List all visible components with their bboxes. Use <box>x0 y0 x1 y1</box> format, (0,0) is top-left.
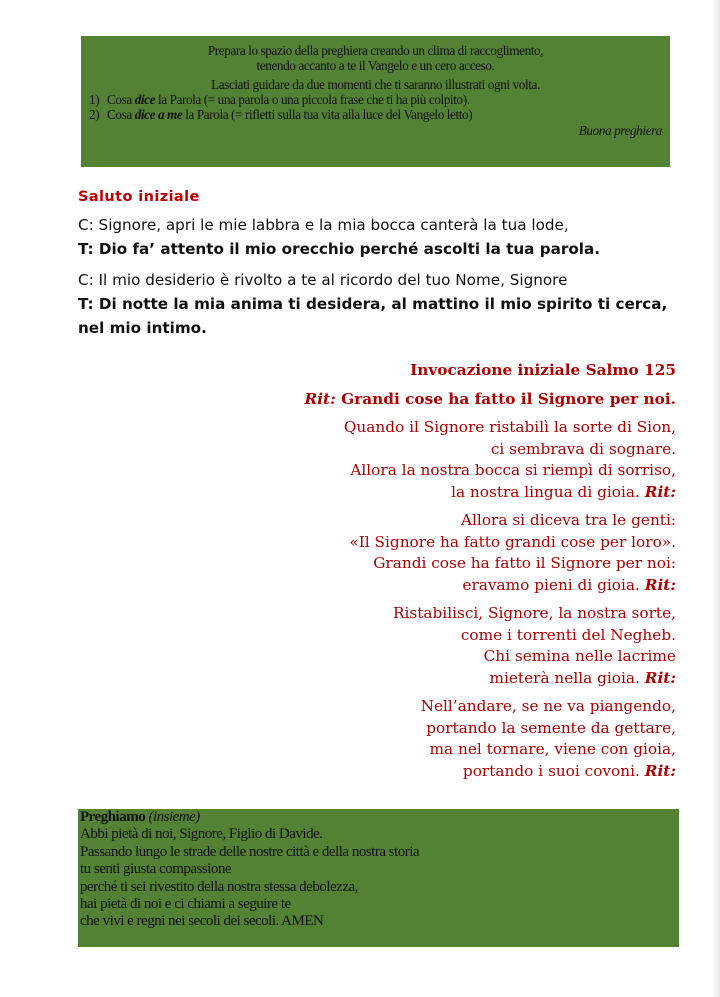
prayer-line: perché ti sei rivestito della nostra stessa debolezza, <box>80 878 358 895</box>
psalm-stanza: Nell’andare, se ne va piangendo, portando la semente da gettare, ma nel tornare, viene con gioia, portando i suoi covoni. Rit: <box>420 697 676 780</box>
dialogue-line: T: Di notte la mia anima ti desidera, al mattino il mio spirito ti cerca, <box>78 295 668 313</box>
intro-list-item: 1) Cosa dice la Parola (= una parola o una piccola frase che ti ha più colpito). <box>89 92 470 107</box>
intro-line: tenendo accanto a te il Vangelo e un cero acceso. <box>256 58 495 73</box>
intro-list-item: 2) Cosa dice a me la Parola (= rifletti sulla tua vita alla luce del Vangelo letto) <box>89 107 473 122</box>
intro-line: Lasciati guidare da due momenti che ti saranno illustrati ogni volta. <box>211 77 540 92</box>
prayer-line: hai pietà di noi e ci chiami a seguire te <box>80 896 291 913</box>
psalm-stanza: Quando il Signore ristabilì la sorte di Sion, ci sembrava di sognare. Allora la nostra bocca si riempì di sorriso, la nostra lingua di gioia. Rit: <box>343 418 676 501</box>
prayer-line: tu senti giusta compassione <box>80 861 232 878</box>
psalm-refrain: Rit: Grandi cose ha fatto il Signore per noi. <box>304 389 676 408</box>
prayer-line: che vivi e regni nei secoli dei secoli. AMEN <box>80 913 324 930</box>
intro-box <box>81 36 670 167</box>
intro-line: Prepara lo spazio della preghiera creando un clima di raccoglimento, <box>207 43 544 58</box>
psalm-section <box>176 360 676 782</box>
dialogue-line: nel mio intimo. <box>78 319 207 337</box>
prayer-line: Abbi pietà di noi, Signore, Figlio di Davide. <box>80 826 323 843</box>
intro-list <box>89 92 662 122</box>
page-edge-shadow <box>712 0 720 997</box>
prayer-title: Preghiamo (insieme) <box>80 809 200 825</box>
dialogue-line: C: Il mio desiderio è rivolto a te al ricordo del tuo Nome, Signore <box>78 271 568 289</box>
prayer-line: Passando lungo le strade delle nostre città e della nostra storia <box>80 843 420 860</box>
intro-closing: Buona preghiera <box>578 123 662 138</box>
dialogue-line: T: Dio fa’ attento il mio orecchio perché ascolti la tua parola. <box>78 240 600 258</box>
dialogue-line: C: Signore, apri le mie labbra e la mia bocca canterà la tua lode, <box>78 216 569 234</box>
psalm-stanza: Ristabilisci, Signore, la nostra sorte, come i torrenti del Negheb. Chi semina nelle lacrime mieterà nella gioia. Rit: <box>392 604 676 687</box>
psalm-title: Invocazione iniziale Salmo 125 <box>410 361 676 379</box>
prayer-box <box>78 809 679 947</box>
section-title-saluto: Saluto iniziale <box>78 189 200 205</box>
psalm-stanza: Allora si diceva tra le genti: «Il Signore ha fatto grandi cose per loro». Grandi cose ha fatto il Signore per noi: eravamo pieni di gioia. Rit: <box>349 511 676 594</box>
